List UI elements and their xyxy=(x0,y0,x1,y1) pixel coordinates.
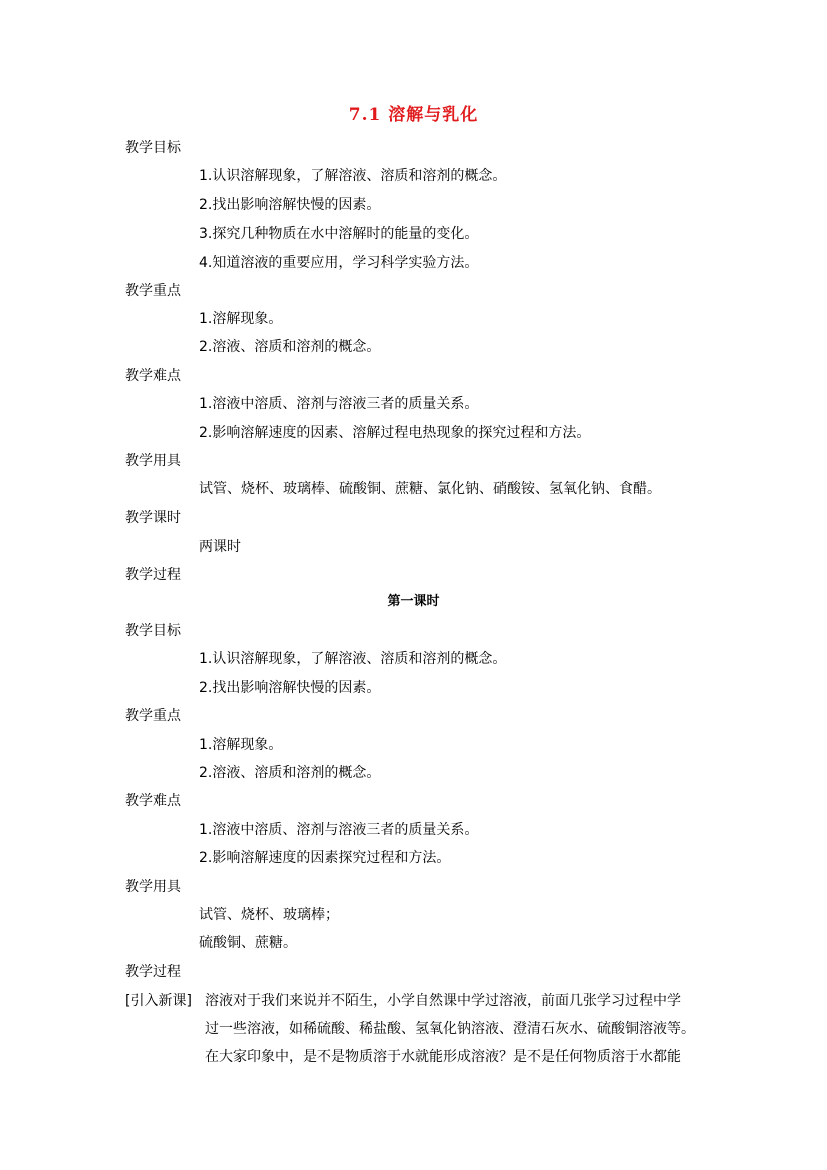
key-point-item: 1.溶解现象。 xyxy=(199,311,283,327)
section-heading-objectives: 教学目标 xyxy=(125,623,181,639)
page-title: 7.1 溶解与乳化 xyxy=(348,105,479,125)
key-point-item: 1.溶解现象。 xyxy=(199,737,283,753)
key-point-item: 2.溶液、溶质和溶剂的概念。 xyxy=(199,339,381,355)
section-heading-materials: 教学用具 xyxy=(125,453,181,469)
section-heading-difficulties: 教学难点 xyxy=(125,793,181,809)
objective-item: 1.认识溶解现象，了解溶液、溶质和溶剂的概念。 xyxy=(199,651,507,667)
section-heading-key-points: 教学重点 xyxy=(125,283,181,299)
materials-item: 试管、烧杯、玻璃棒、硫酸铜、蔗糖、氯化钠、硝酸铵、氢氧化钠、食醋。 xyxy=(199,481,661,497)
section-heading-materials: 教学用具 xyxy=(125,879,181,895)
intro-tag: [引入新课] xyxy=(125,993,192,1009)
section-heading-objectives: 教学目标 xyxy=(125,140,181,156)
section-heading-difficulties: 教学难点 xyxy=(125,368,181,384)
section-heading-process: 教学过程 xyxy=(125,567,181,583)
difficulty-item: 1.溶液中溶质、溶剂与溶液三者的质量关系。 xyxy=(199,396,479,412)
materials-item: 硫酸铜、蔗糖。 xyxy=(199,935,297,951)
materials-item: 试管、烧杯、玻璃棒； xyxy=(199,907,339,923)
periods-item: 两课时 xyxy=(199,539,241,555)
objective-item: 3.探究几种物质在水中溶解时的能量的变化。 xyxy=(199,226,479,242)
difficulty-item: 2.影响溶解速度的因素、溶解过程电热现象的探究过程和方法。 xyxy=(199,425,591,441)
key-point-item: 2.溶液、溶质和溶剂的概念。 xyxy=(199,765,381,781)
intro-paragraph-line: 溶液对于我们来说并不陌生，小学自然课中学过溶液，前面几张学习过程中学 xyxy=(205,993,681,1009)
objective-item: 2.找出影响溶解快慢的因素。 xyxy=(199,680,381,696)
objective-item: 1.认识溶解现象，了解溶液、溶质和溶剂的概念。 xyxy=(199,168,507,184)
objective-item: 4.知道溶液的重要应用，学习科学实验方法。 xyxy=(199,255,479,271)
difficulty-item: 1.溶液中溶质、溶剂与溶液三者的质量关系。 xyxy=(199,822,479,838)
objective-item: 2.找出影响溶解快慢的因素。 xyxy=(199,197,381,213)
intro-paragraph-line: 在大家印象中，是不是物质溶于水就能形成溶液？是不是任何物质溶于水都能 xyxy=(205,1049,681,1065)
lesson-heading: 第一课时 xyxy=(387,594,440,609)
section-heading-periods: 教学课时 xyxy=(125,510,181,526)
section-heading-process: 教学过程 xyxy=(125,964,181,980)
section-heading-key-points: 教学重点 xyxy=(125,708,181,724)
difficulty-item: 2.影响溶解速度的因素探究过程和方法。 xyxy=(199,850,451,866)
intro-paragraph-line: 过一些溶液，如稀硫酸、稀盐酸、氢氧化钠溶液、澄清石灰水、硫酸铜溶液等。 xyxy=(205,1021,695,1037)
